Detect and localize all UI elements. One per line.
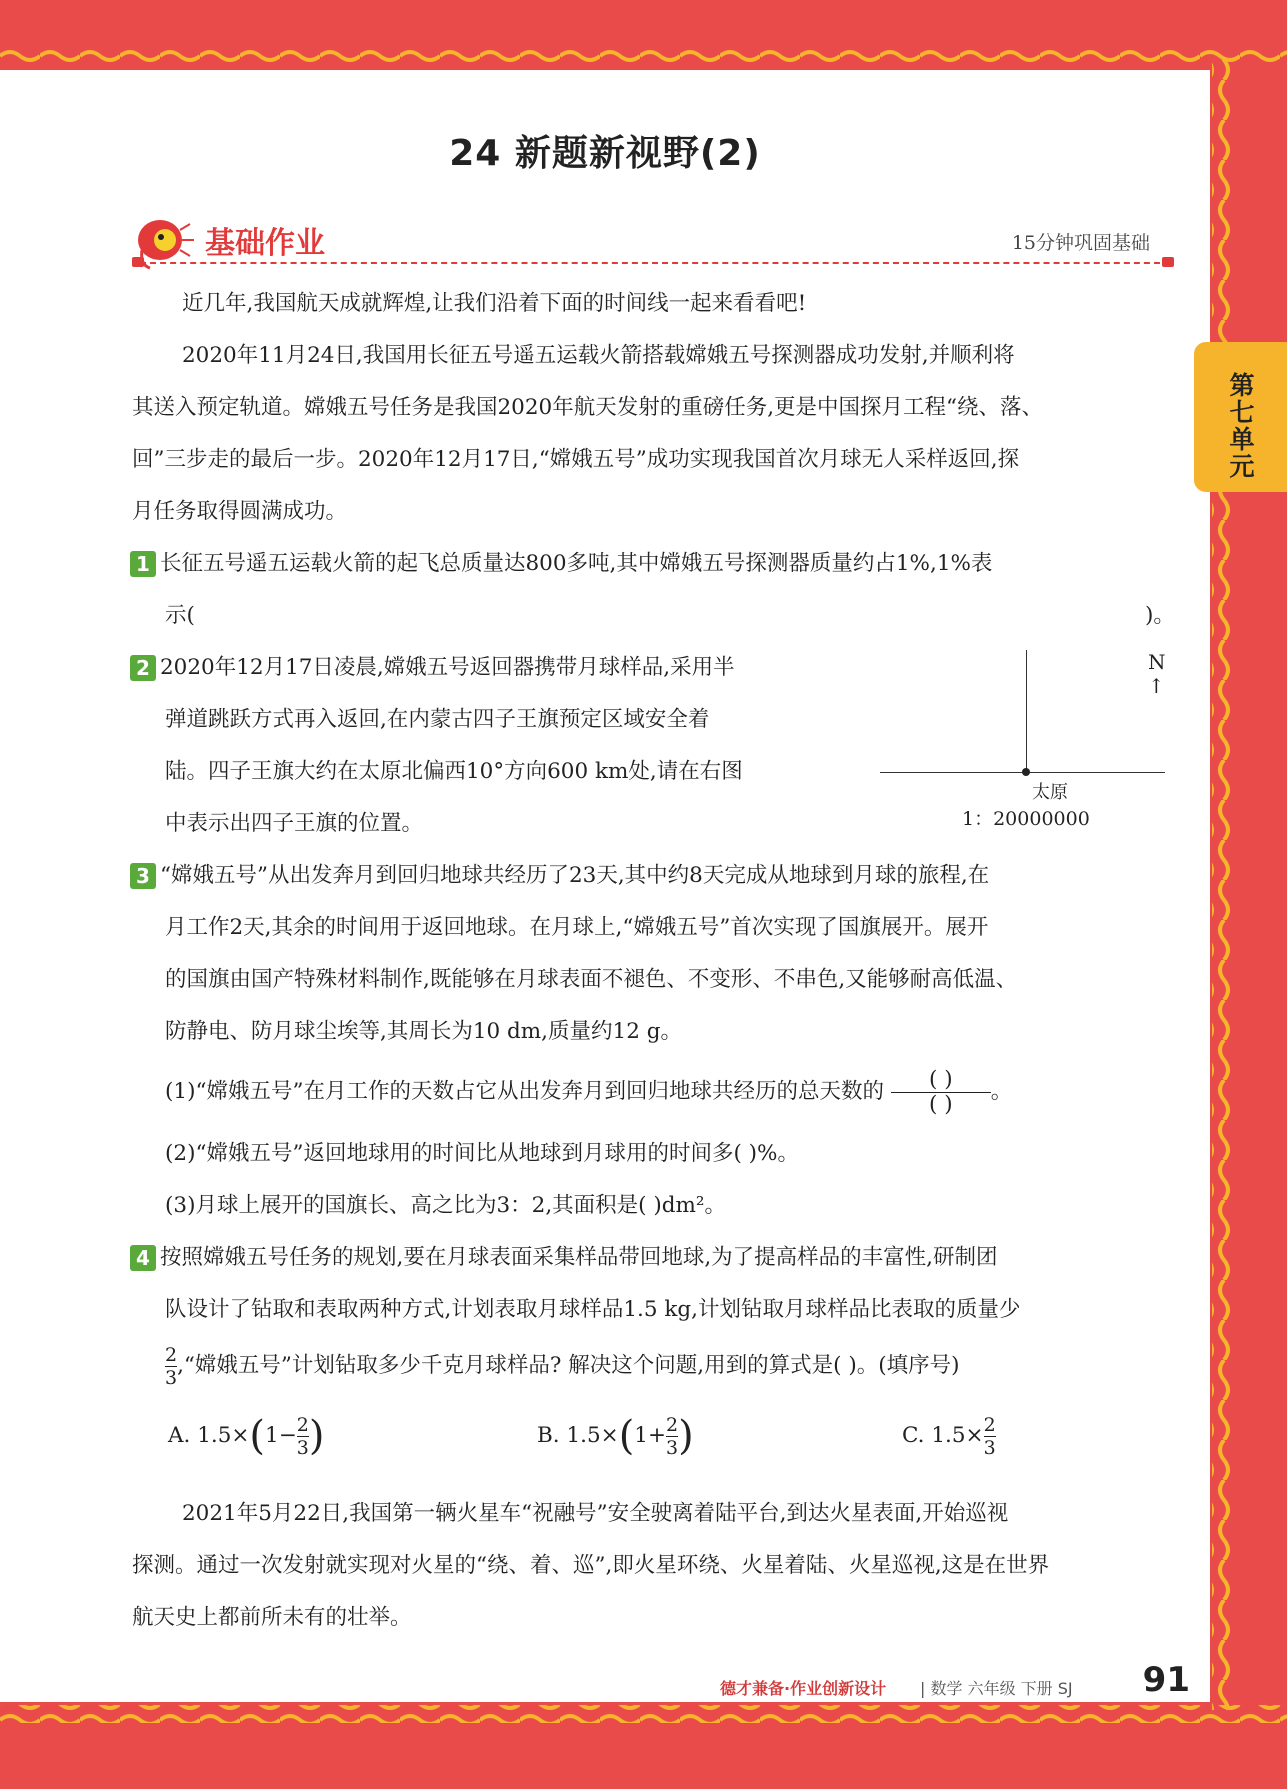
page-sheet [0, 70, 1210, 1702]
map-scale: 1：20000000 [962, 808, 1090, 830]
option-a-inner: 1− [265, 1423, 297, 1448]
question-number-badge: 3 [130, 863, 156, 889]
q3-sub-1 [165, 1066, 1012, 1118]
footer-brand: 德才兼备·作业创新设计 [720, 1679, 887, 1698]
option-fraction [297, 1414, 309, 1459]
section-title: 基础作业 [205, 226, 325, 261]
divider-cap-left [132, 257, 144, 267]
q3-line-4: 防静电、防月球尘埃等,其周长为10 dm,质量约12 g。 [165, 1019, 682, 1044]
q3-line-2: 月工作2天,其余的时间用于返回地球。在月球上,“嫦娥五号”首次实现了国旗展开。展开 [165, 915, 989, 940]
footer-info: | 数学 六年级 下册 SJ [920, 1679, 1073, 1698]
fraction-numerator: ( ) [928, 1066, 953, 1092]
north-arrow-icon: ↑ [1148, 674, 1165, 698]
north-label: N [1148, 650, 1166, 674]
section-header [130, 210, 1170, 270]
story1-line-4: 月任务取得圆满成功。 [132, 499, 348, 524]
option-a-label: A. 1.5× [168, 1423, 250, 1448]
question-number-badge: 1 [130, 551, 156, 577]
fraction-denominator: ( ) [928, 1091, 953, 1117]
paren-right: ) [678, 1413, 694, 1459]
q3-sub-2: (2)“嫦娥五号”返回地球用的时间比从地球到月球用的时间多( )%。 [165, 1141, 799, 1166]
page-footer [720, 1660, 1190, 1700]
question-number-badge: 4 [130, 1245, 156, 1271]
option-c[interactable] [902, 1410, 996, 1462]
fraction-denominator: 3 [165, 1366, 178, 1389]
q4-line-2: 队设计了钻取和表取两种方式,计划表取月球样品1.5 kg,计划钻取月球样品比表取的质量少 [165, 1297, 1021, 1322]
fraction-numerator: 2 [165, 1343, 178, 1366]
question-3 [130, 850, 989, 902]
fraction-denominator: 3 [296, 1436, 309, 1459]
section-divider [140, 262, 1170, 264]
q3-line-3: 的国旗由国产特殊材料制作,既能够在月球表面不褪色、不变形、不串色,又能够耐高低温、 [165, 967, 1018, 992]
fraction-numerator: 2 [983, 1413, 996, 1436]
paren-left: ( [249, 1413, 266, 1459]
q1-line-2-start: 示( [165, 603, 195, 628]
page-number: 91 [1142, 1660, 1190, 1700]
map-vertical-axis [1026, 650, 1027, 774]
question-2 [130, 642, 735, 694]
fraction-two-thirds [165, 1344, 177, 1389]
question-4 [130, 1232, 998, 1284]
q2-line-1: 2020年12月17日凌晨,嫦娥五号返回器携带月球样品,采用半 [160, 655, 735, 680]
fraction-numerator: 2 [296, 1413, 309, 1436]
q2-line-3: 陆。四子王旗大约在太原北偏西10°方向600 km处,请在右图 [165, 759, 743, 784]
story1-line-1: 2020年11月24日,我国用长征五号遥五运载火箭搭载嫦娥五号探测器成功发射,并顺利将 [182, 343, 1015, 368]
story1-line-3: 回”三步走的最后一步。2020年12月17日,“嫦娥五号”成功实现我国首次月球无人采样返回,探 [132, 447, 1020, 472]
direction-map[interactable] [880, 650, 1180, 830]
taiyuan-point [1022, 768, 1030, 776]
q4-line-3 [165, 1340, 960, 1392]
q3-sub1-text: (1)“嫦娥五号”在月工作的天数占它从出发奔月到回归地球共经历的总天数的 [165, 1079, 884, 1104]
section-subtitle: 15分钟巩固基础 [1011, 232, 1150, 254]
option-c-label: C. 1.5× [902, 1423, 984, 1448]
paren-left: ( [618, 1413, 635, 1459]
story2-line-3: 航天史上都前所未有的壮举。 [132, 1605, 412, 1630]
option-a[interactable] [168, 1410, 324, 1462]
q4-line-3-text: ,“嫦娥五号”计划钻取多少千克月球样品? 解决这个问题,用到的算式是( )。(填序号) [177, 1353, 960, 1378]
story1-line-2: 其送入预定轨道。嫦娥五号任务是我国2020年航天发射的重磅任务,更是中国探月工程“绕、落、 [132, 395, 1044, 420]
unit-tab[interactable]: 第七单元 [1194, 342, 1287, 492]
option-b-inner: 1+ [634, 1423, 666, 1448]
q2-line-4: 中表示出四子王旗的位置。 [165, 811, 424, 836]
fraction-denominator: 3 [666, 1436, 679, 1459]
q2-line-2: 弹道跳跃方式再入返回,在内蒙古四子王旗预定区域安全着 [165, 707, 710, 732]
option-b-label: B. 1.5× [537, 1423, 619, 1448]
fraction-denominator: 3 [983, 1436, 996, 1459]
option-b[interactable] [537, 1410, 694, 1462]
question-1 [130, 538, 992, 590]
q3-sub-3: (3)月球上展开的国旗长、高之比为3：2,其面积是( )dm²。 [165, 1193, 727, 1218]
option-fraction [666, 1414, 678, 1459]
answer-fraction-blank[interactable] [891, 1068, 991, 1117]
page-title: 24 新题新视野(2) [449, 133, 761, 174]
q1-line-1: 长征五号遥五运载火箭的起飞总质量达800多吨,其中嫦娥五号探测器质量约占1%,1%表 [160, 551, 993, 576]
q3-line-1: “嫦娥五号”从出发奔月到回归地球共经历了23天,其中约8天完成从地球到月球的旅程,在 [160, 863, 990, 888]
fraction-numerator: 2 [666, 1413, 679, 1436]
city-label: 太原 [1032, 782, 1068, 803]
divider-cap-right [1162, 257, 1174, 267]
paren-right: ) [308, 1413, 325, 1459]
q1-line-2-end: )。 [1145, 603, 1175, 628]
story2-line-1: 2021年5月22日,我国第一辆火星车“祝融号”安全驶离着陆平台,到达火星表面,开始巡视 [182, 1501, 1009, 1526]
q3-sub1-end: 。 [990, 1079, 1013, 1104]
question-number-badge: 2 [130, 655, 156, 681]
q4-line-1: 按照嫦娥五号任务的规划,要在月球表面采集样品带回地球,为了提高样品的丰富性,研制团 [160, 1245, 998, 1270]
intro-text: 近几年,我国航天成就辉煌,让我们沿着下面的时间线一起来看看吧! [182, 291, 807, 316]
story2-line-2: 探测。通过一次发射就实现对火星的“绕、着、巡”,即火星环绕、火星着陆、火星巡视,这是在世界 [132, 1553, 1050, 1578]
option-fraction [984, 1414, 996, 1459]
